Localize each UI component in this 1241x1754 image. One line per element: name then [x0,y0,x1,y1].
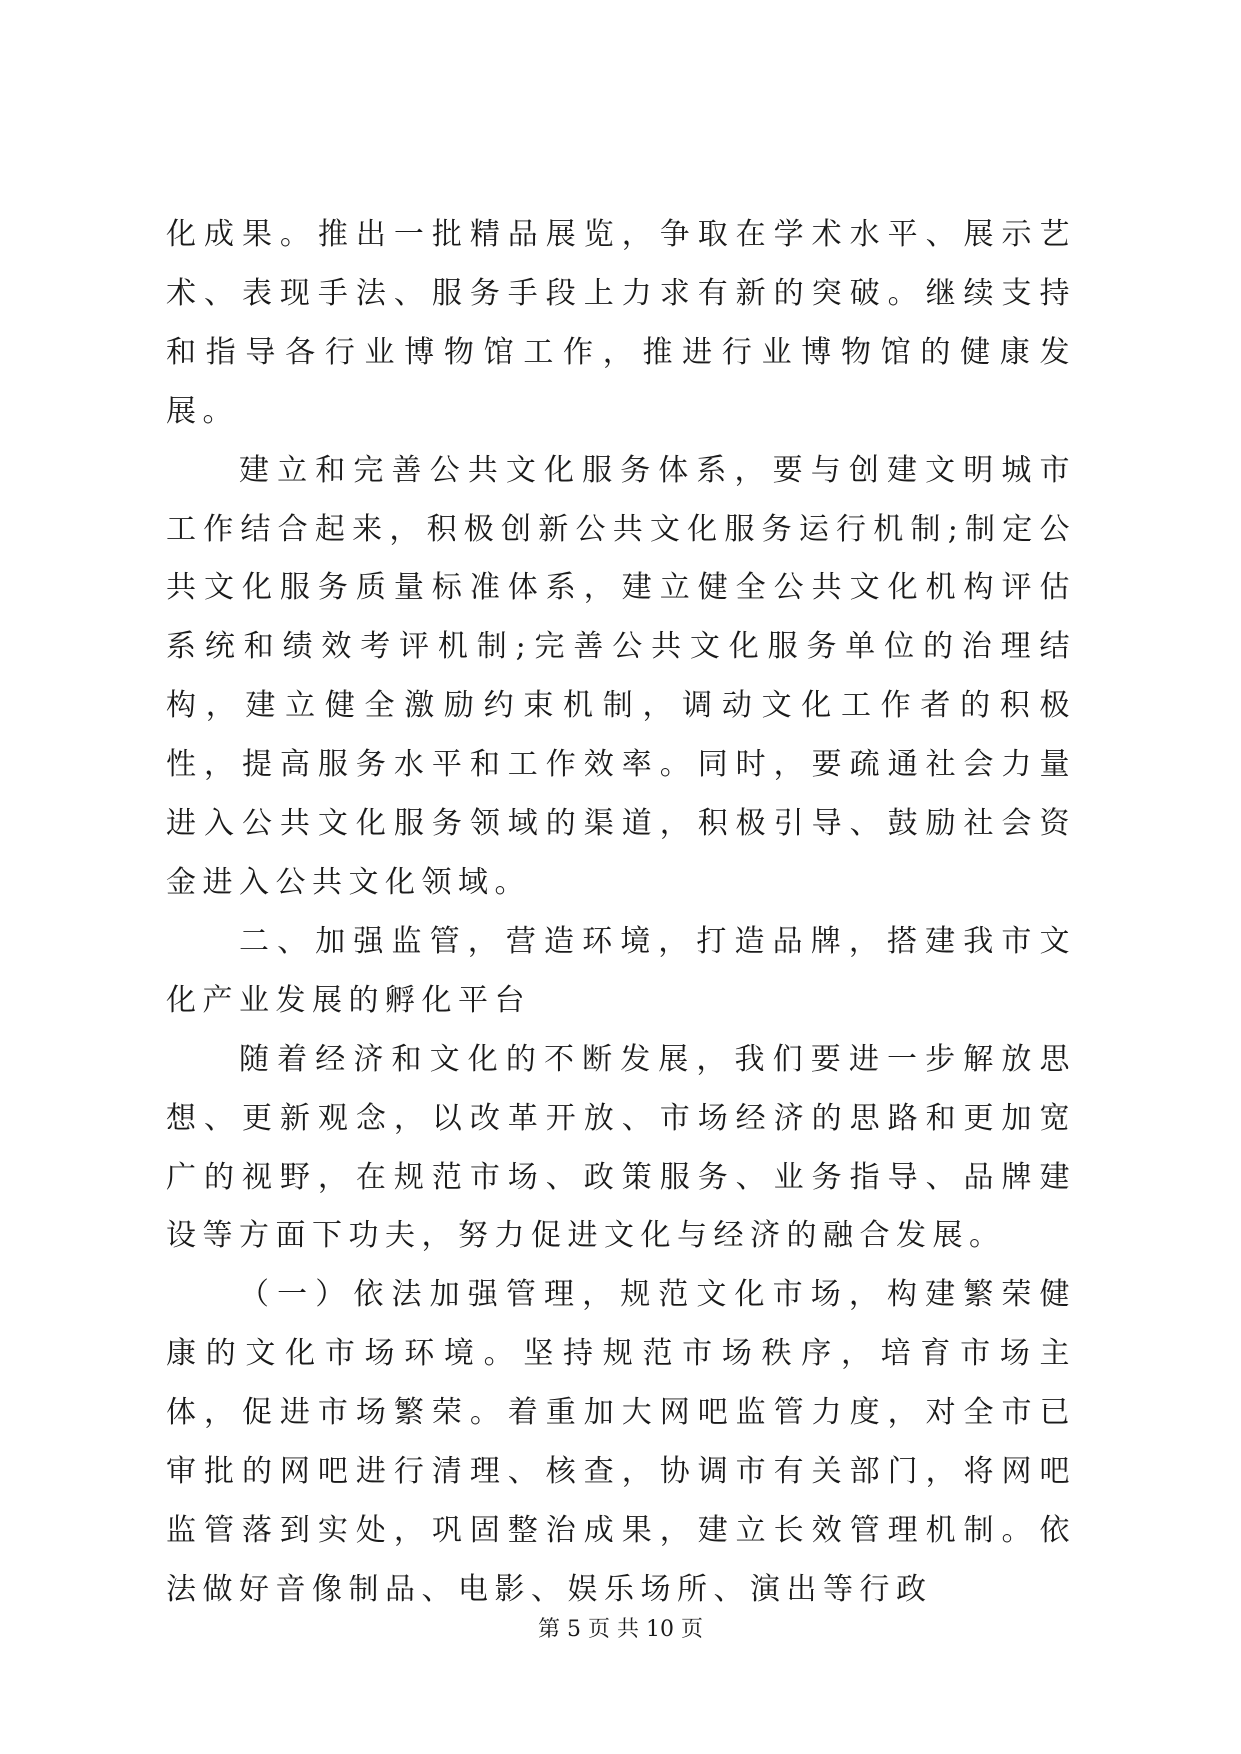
paragraph-3: 随着经济和文化的不断发展，我们要进一步解放思想、更新观念，以改革开放、市场经济的思路和更加宽广的视野，在规范市场、政策服务、业务指导、品牌建设等方面下功夫，努力促进文化与经济的融合发展。 [166,1041,1076,1254]
paragraph-2: 建立和完善公共文化服务体系，要与创建文明城市工作结合起来，积极创新公共文化服务运行机制;制定公共文化服务质量标准体系，建立健全公共文化机构评估系统和绩效考评机制;完善公共文化服务单位的治理结构，建立健全激励约束机制，调动文化工作者的积极性，提高服务水平和工作效率。同时，要疏通社会力量进入公共文化服务领域的渠道，积极引导、鼓励社会资金进入公共文化领域。 [166,452,1076,900]
paragraph-1: 化成果。推出一批精品展览，争取在学术水平、展示艺术、表现手法、服务手段上力求有新的突破。继续支持和指导各行业博物馆工作，推进行业博物馆的健康发展。 [166,217,1076,429]
paragraph-4: （一）依法加强管理，规范文化市场，构建繁荣健康的文化市场环境。坚持规范市场秩序，培育市场主体，促进市场繁荣。着重加大网吧监管力度，对全市已审批的网吧进行清理、核查，协调市有关部门，将网吧监管落到实处，巩固整治成果，建立长效管理机制。依法做好音像制品、电影、娱乐场所、演出等行政 [166,1277,1076,1607]
section-heading-2: 二、加强监管，营造环境，打造品牌，搭建我市文化产业发展的孵化平台 [166,923,1076,1018]
page-number-footer: 第 5 页 共 10 页 [538,1617,703,1642]
document-body [166,206,1076,1620]
